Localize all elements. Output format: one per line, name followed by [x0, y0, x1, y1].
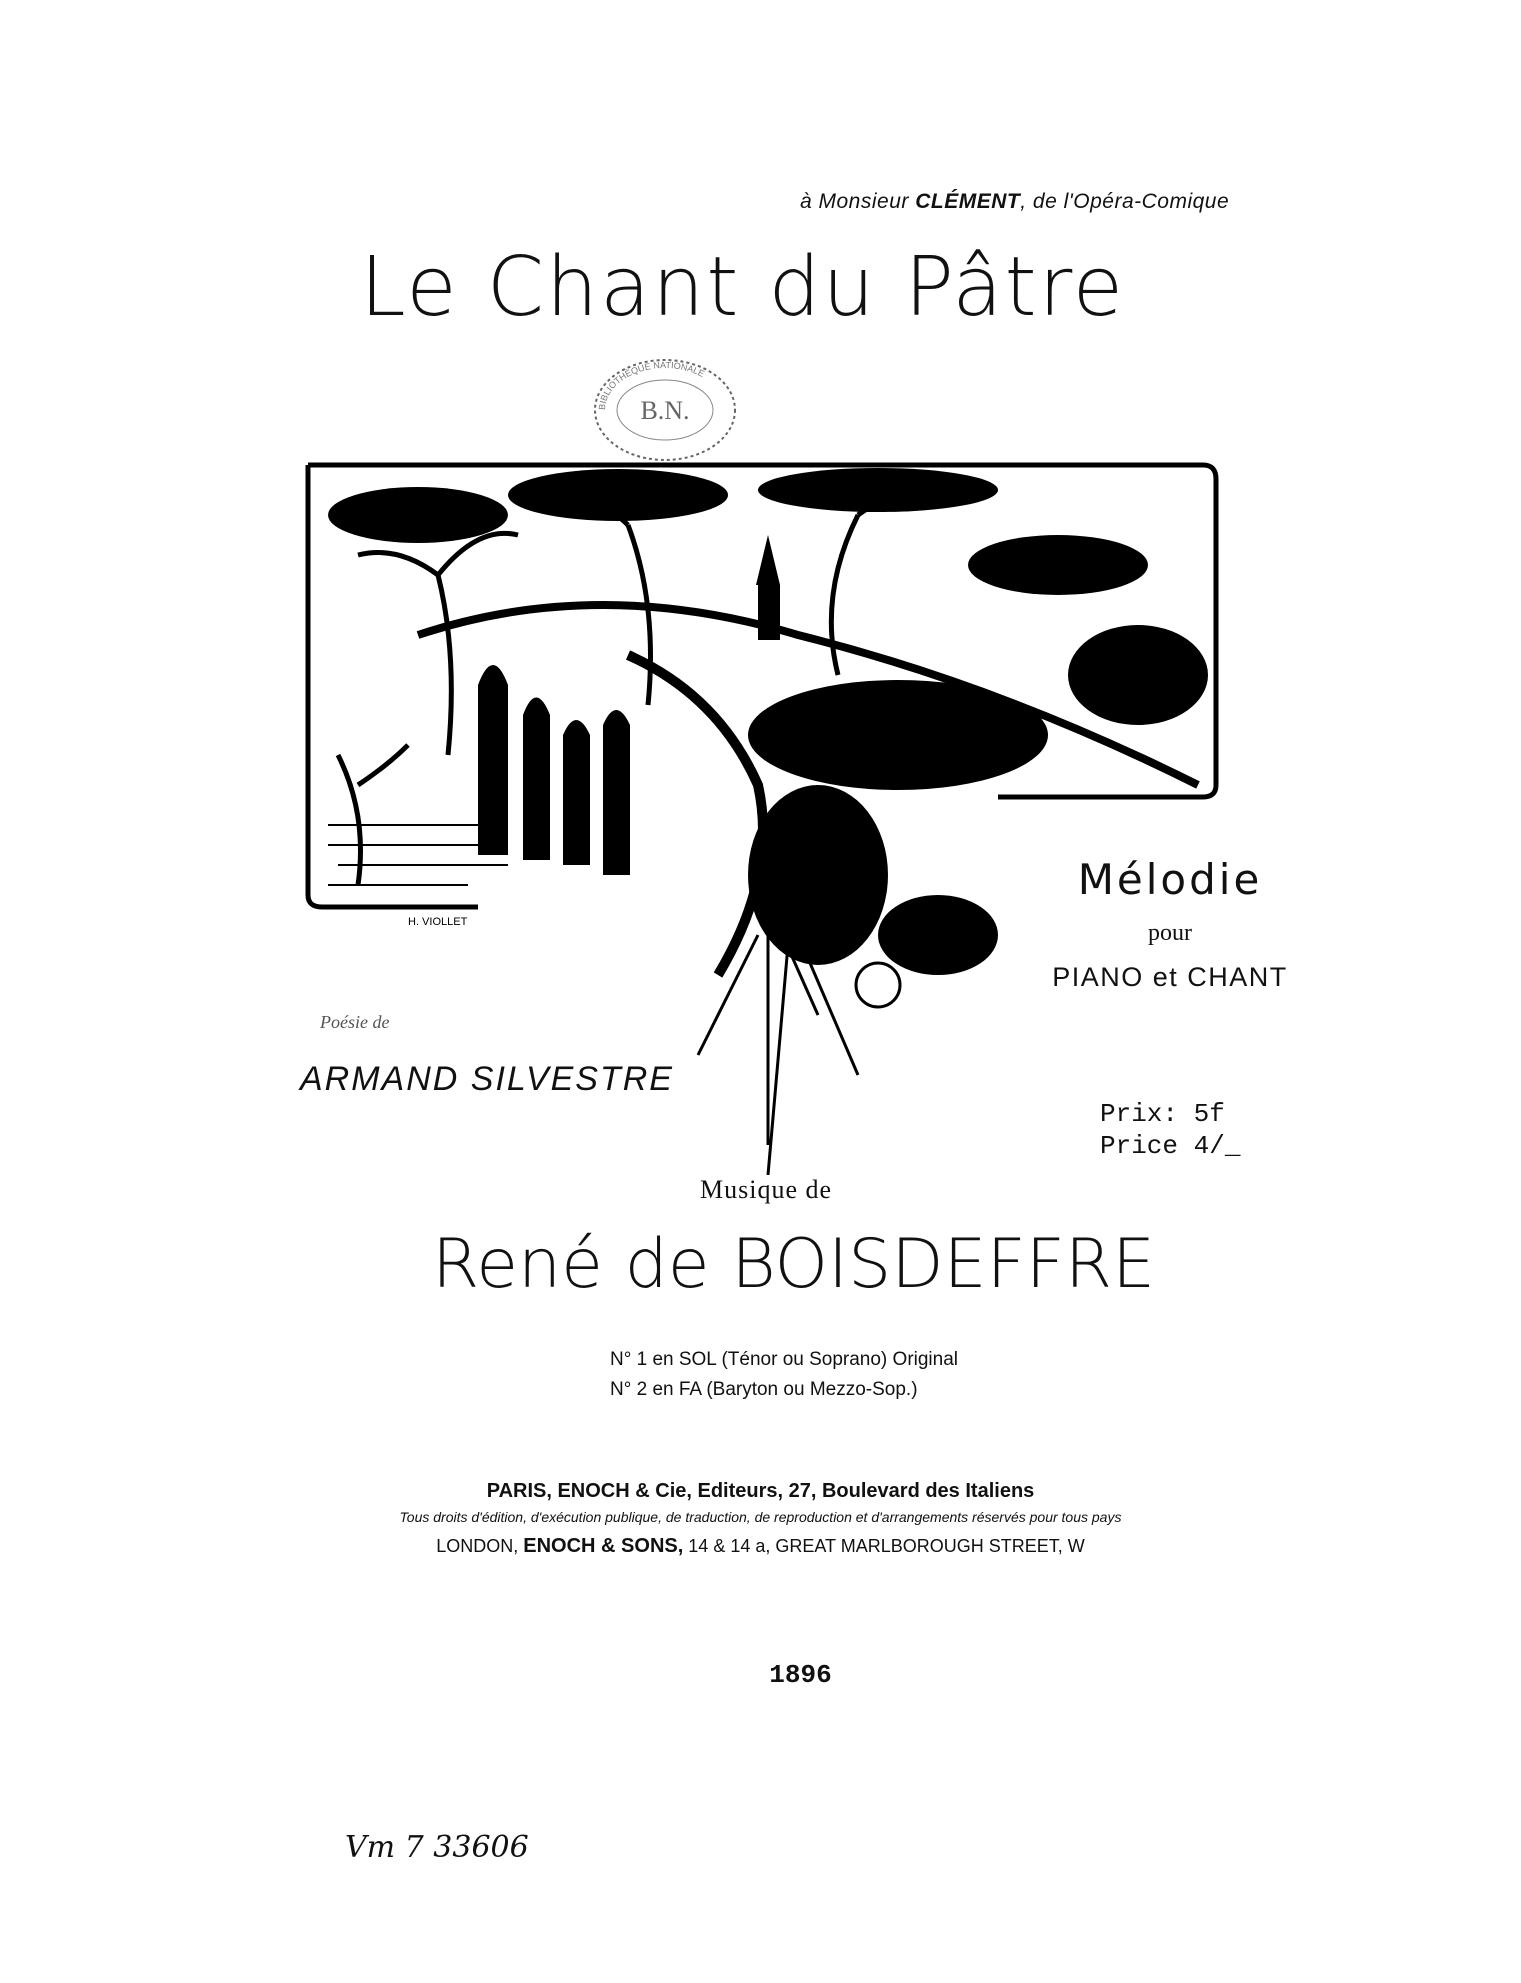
page-title: Le Chant du Pâtre — [360, 240, 1126, 335]
editions-list — [610, 1345, 958, 1405]
publisher-paris: PARIS, ENOCH & Cie, Editeurs, 27, Boulevard des Italiens — [486, 1480, 1035, 1502]
publisher-rights: Tous droits d'édition, d'exécution publique, de traduction, de reproduction et d'arrangements réservés pour tous pays — [399, 1509, 1122, 1525]
publication-year: 1896 — [769, 1660, 832, 1690]
price-francs: Prix: 5f — [1100, 1099, 1225, 1129]
poet-name: ARMAND SILVESTRE — [300, 1060, 674, 1098]
stamp-initials: B.N. — [640, 396, 690, 425]
composer-name: René de BOISDEFFRE — [432, 1225, 1156, 1304]
edition-item: N° 2 en FA (Baryton ou Mezzo-Sop.) — [610, 1379, 918, 1400]
shelfmark: Vm 7 33606 — [345, 1830, 529, 1865]
edition-item: N° 1 en SOL (Ténor ou Soprano) Original — [610, 1349, 959, 1370]
stamp-text: BIBLIOTHÈQUE NATIONALE — [596, 359, 707, 411]
genre-melodie: Mélodie — [1077, 855, 1263, 904]
dedication — [800, 190, 1320, 214]
dedication-prefix: à Monsieur — [800, 190, 916, 213]
publisher-london — [0, 1535, 1521, 1558]
poet-label: Poésie de — [320, 1012, 390, 1032]
london-name: ENOCH & SONS, — [523, 1535, 684, 1557]
london-prefix: LONDON, — [436, 1536, 524, 1556]
publisher-block — [0, 1480, 1521, 1558]
illustration-signature: H. VIOLLET — [408, 916, 468, 928]
price-block — [1100, 1098, 1240, 1162]
genre-pour: pour — [1148, 920, 1192, 946]
genre-instruments: PIANO et CHANT — [1052, 962, 1288, 992]
library-stamp — [590, 355, 740, 465]
london-address: 14 & 14 a, GREAT MARLBOROUGH STREET, W — [683, 1536, 1085, 1556]
price-shillings: Price 4/_ — [1100, 1131, 1241, 1161]
dedication-suffix: , de l'Opéra-Comique — [1020, 190, 1230, 213]
composer-label: Musique de — [700, 1175, 833, 1204]
dedication-name: CLÉMENT — [915, 190, 1021, 213]
